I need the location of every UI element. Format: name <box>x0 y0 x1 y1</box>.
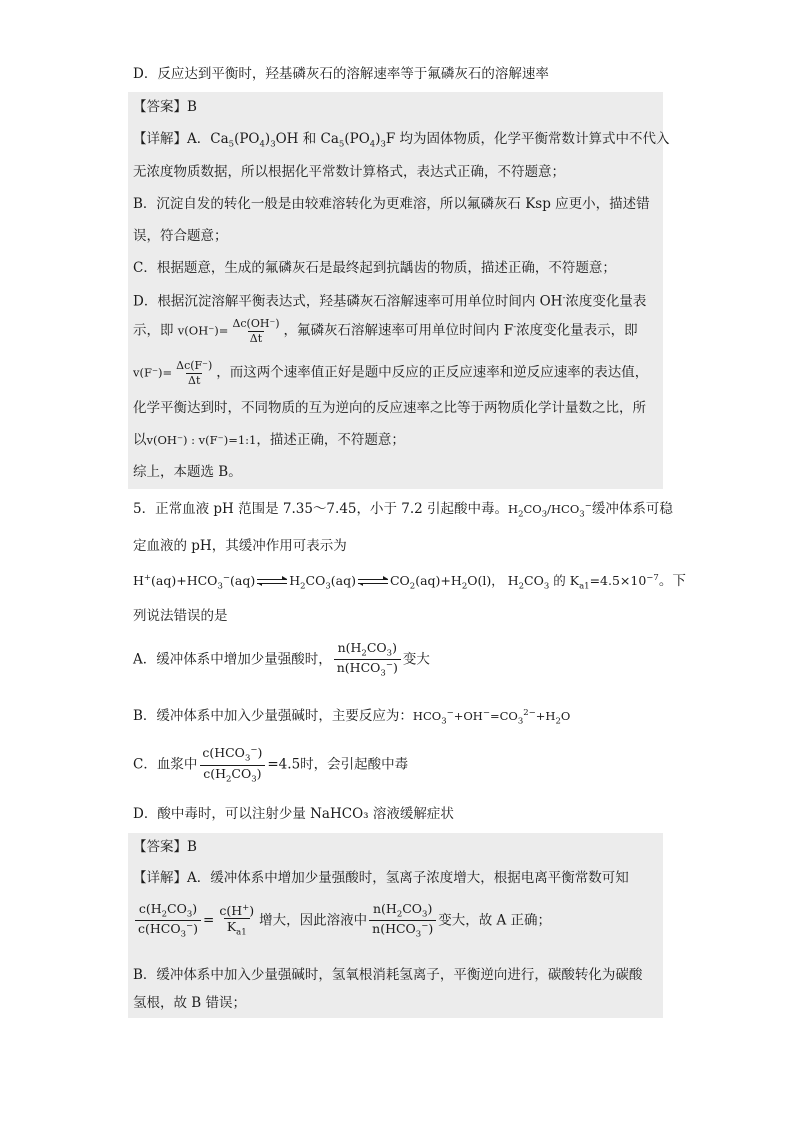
frac-num: $n(H_2CO_3)$ <box>337 640 397 659</box>
q5-stem-line1 <box>133 502 673 519</box>
equilibrium-arrow <box>257 578 287 586</box>
frac-num: Δc(OH⁻) <box>232 317 280 330</box>
fraction-ratio <box>199 745 265 785</box>
frac-den: $K_{a1}$ <box>224 918 250 938</box>
frac-num: Δc(F⁻) <box>176 359 213 372</box>
q5-detail-b-line1: B．缓冲体系中加入少量强碱时，氢氧根消耗氢离子，平衡逆向进行，碳酸转化为碳酸 <box>133 967 643 983</box>
q4-detail-d-line2: 示，即 v(OH⁻)= $\frac{\Delta c(OH^-)}{\Delta t}$ ，氟磷灰石溶解速率可用单位时间内 F-浓度变化量表示，即 <box>133 317 638 345</box>
fraction-ratio <box>369 901 436 941</box>
frac-den: $n(HCO_3^-)$ <box>334 659 401 680</box>
eq-products: $CO_2(aq)+H_2O(l)$ <box>389 573 492 592</box>
text: 变大 <box>402 651 430 668</box>
q4-detail-d-line1: D．根据沉淀溶解平衡表达式，羟基磷灰石溶解速率可用单位时间内 OH-浓度变化量表 <box>133 293 647 310</box>
q4-answer: 【答案】B <box>133 99 197 115</box>
ka-symbol: K <box>569 573 580 589</box>
ka-exponent: −7 <box>646 573 659 583</box>
text: 以 <box>133 432 147 448</box>
text: ，氟磷灰石溶解速率可用单位时间内 F <box>283 322 514 339</box>
text: =4.5时，会引起酸中毒 <box>267 756 409 773</box>
text: 变大，故 A 正确； <box>438 912 552 929</box>
q5-stem-line4: 列说法错误的是 <box>133 608 228 624</box>
q4-detail-b-line2: 误，符合题意； <box>133 228 228 244</box>
fraction-conc <box>135 901 201 941</box>
formula-part: ) <box>375 131 381 147</box>
frac-num: $c(H_2CO_3)$ <box>138 901 198 920</box>
equilibrium-arrow <box>358 578 388 586</box>
frac-den: Δt <box>249 331 263 345</box>
q5-answer: 【答案】B <box>133 839 197 855</box>
detail-label: 【详解】 <box>133 131 187 147</box>
q4-detail-d-line3 <box>133 360 648 386</box>
text: ，描述正确，不符题意； <box>256 432 405 448</box>
frac-num: $n(H_2CO_3)$ <box>372 901 433 920</box>
fraction-ratio <box>334 640 401 680</box>
q5-stem-line2: 定血液的 pH，其缓冲作用可表示为 <box>133 538 347 554</box>
formula-part: (PO <box>344 131 370 147</box>
q5-option-b <box>133 709 570 726</box>
text: C．血浆中 <box>133 756 198 773</box>
frac-den: $n(HCO_3^-)$ <box>369 920 436 941</box>
q4-summary: 综上，本题选 B。 <box>133 464 242 480</box>
q4-option-d: D．反应达到平衡时，羟基磷灰石的溶解速率等于氟磷灰石的溶解速率 <box>133 66 549 82</box>
a-prefix: A． <box>187 131 211 147</box>
q5-option-d: D．酸中毒时，可以注射少量 NaHCO₃ 溶液缓解症状 <box>133 806 454 822</box>
frac-den: Δt <box>188 373 201 387</box>
formula-part: OH 和 Ca <box>275 131 339 147</box>
frac-num: c(H+) <box>219 903 255 919</box>
fraction-oh <box>230 318 281 344</box>
q4-detail-c: C．根据题意，生成的氟磷灰石是最终起到抗龋齿的物质，描述正确，不符题意； <box>133 260 616 276</box>
text: ，而这两个速率值正好是题中反应的正反应速率和逆反应速率的表达值， <box>216 364 649 381</box>
reaction-formula: $HCO_3^-+OH^-=CO_3^{2-}+H_2O$ <box>412 708 571 727</box>
q5-option-c <box>133 745 408 785</box>
rate-f: v(F⁻)= <box>133 365 173 380</box>
q5-detail-a-line2 <box>133 901 551 941</box>
text: D．根据沉淀溶解平衡表达式，羟基磷灰石溶解速率可用单位时间内 OH <box>133 293 563 310</box>
eq-ka-species: $H_2CO_3$ 的 <box>507 573 570 592</box>
fraction-ka <box>216 903 257 939</box>
ka-value: =4.5×10 <box>589 573 647 589</box>
q4-detail-d-line5 <box>133 434 405 448</box>
frac-den: $c(H_2CO_3)$ <box>200 765 264 785</box>
text: 。下 <box>658 573 686 590</box>
text: A．缓冲体系中增加少量强酸时， <box>133 651 332 668</box>
formula-part: (PO <box>234 131 260 147</box>
q5-option-a <box>133 640 430 680</box>
formula-part: Ca <box>210 131 229 147</box>
frac-num: $c(HCO_3^-)$ <box>202 745 263 764</box>
q4-detail-a-line1: 【详解】A．$Ca_5(PO_4)_3OH$ 和 $Ca_5(PO_4)_3F$ 均为固体物质，化学平衡常数计算式中不代入 <box>133 131 670 150</box>
fraction-f <box>174 360 214 386</box>
text: 浓度变化量表示，即 <box>516 322 638 339</box>
q5-detail-b-line2: 氢根，故 B 错误； <box>133 995 247 1011</box>
eq-middle: $H_2CO_3(aq)$ <box>289 573 356 592</box>
text: 示，即 <box>133 322 174 339</box>
frac-den: $c(HCO_3^-)$ <box>135 920 201 941</box>
answer-block-q4 <box>128 92 663 489</box>
equals: = <box>203 912 215 929</box>
text: 5．正常血液 pH 范围是 7.35～7.45，小于 7.2 引起酸中毒。 <box>133 500 509 517</box>
q4-detail-a-line2: 无浓度物质数据，所以根据化平常数计算格式，表达式正确，不符题意； <box>133 164 565 180</box>
eq-reactants: $H^+(aq)+HCO_3^-(aq)$ <box>133 573 256 592</box>
q5-equation: $H^+(aq)+HCO_3^-(aq)$ $H_2CO_3(aq)$ $CO_2(aq)+H_2O(l)$， $H_2CO_3$ 的 $K_{a1}=4.5\times 10^{-7}$。下 <box>133 573 686 592</box>
formula-part: ) <box>264 131 271 147</box>
text: 缓冲体系可稳 <box>591 500 673 517</box>
text: B．缓冲体系中加入少量强碱时，主要反应为： <box>133 707 413 724</box>
rate-ratio: v(OH⁻) : v(F⁻)=1:1 <box>146 433 257 447</box>
rate-oh: v(OH⁻)= <box>177 323 229 338</box>
q4-detail-b-line1: B．沉淀自发的转化一般是由较难溶转化为更难溶，所以氟磷灰石 Ksp 应更小，描述错 <box>133 196 650 212</box>
text: 浓度变化量表 <box>565 293 647 310</box>
q5-detail-a-line1: 【详解】A．缓冲体系中增加少量强酸时，氢离子浓度增大，根据电离平衡常数可知 <box>133 870 629 886</box>
q4-detail-d-line4: 化学平衡达到时，不同物质的互为逆向的反应速率之比等于两物质化学计量数之比，所 <box>133 400 646 416</box>
buffer-formula: $H_2CO_3/HCO_3^-$ <box>508 501 592 520</box>
formula-part: F 均为固体物质，化学平衡常数计算式中不代入 <box>385 131 670 147</box>
text: 增大，因此溶液中 <box>259 912 368 929</box>
